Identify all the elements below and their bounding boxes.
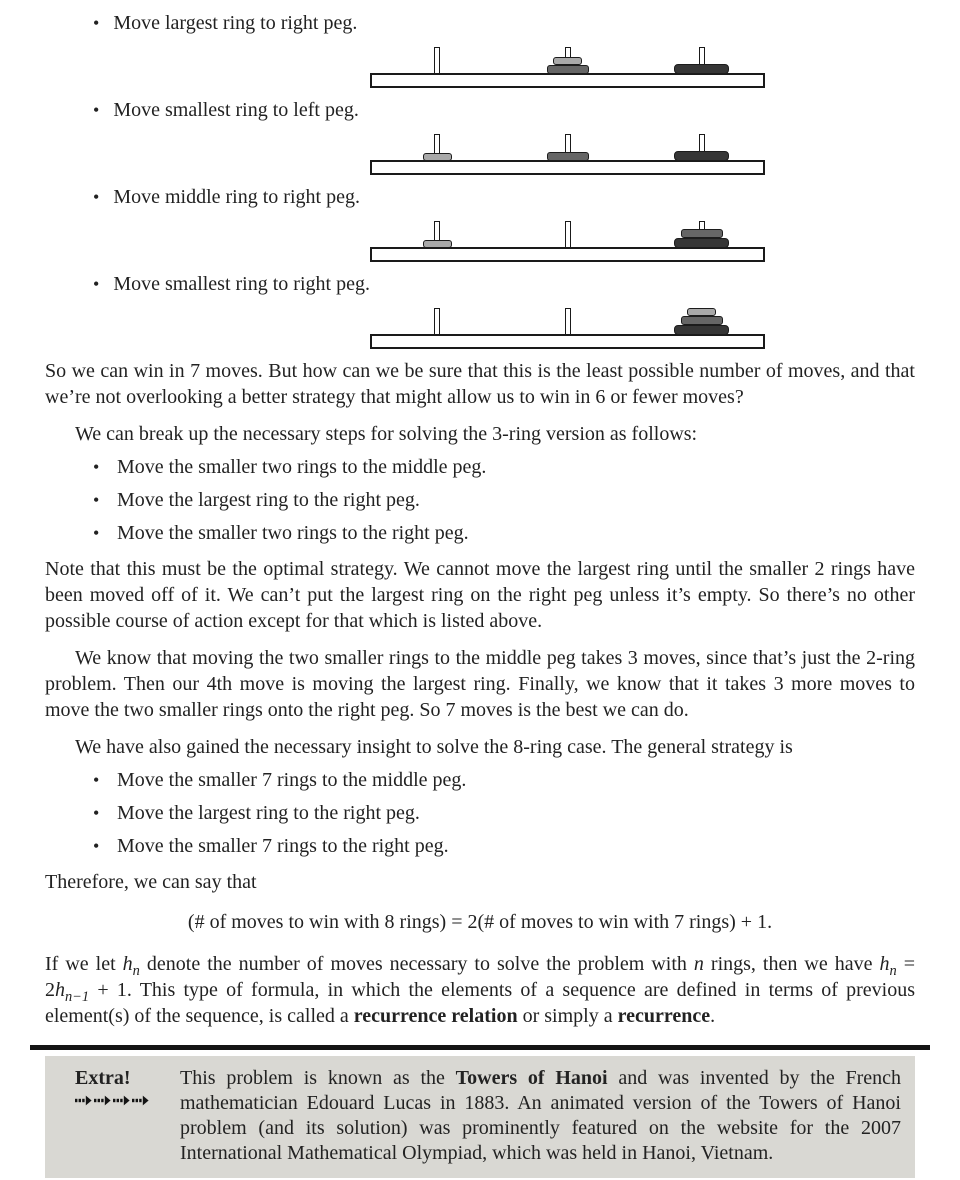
small-ring xyxy=(687,308,716,316)
base-board xyxy=(370,247,765,262)
left-peg-zone xyxy=(407,305,467,335)
left-peg-zone xyxy=(407,44,467,74)
hanoi-diagram xyxy=(370,215,765,262)
move-step-text: Move smallest ring to right peg. xyxy=(113,273,370,295)
text-segment: or simply a xyxy=(517,1005,618,1027)
middle-peg-zone xyxy=(538,218,598,248)
recurrence-equation: (# of moves to win with 8 rings) = 2(# of moves to win with 7 rings) + 1. xyxy=(187,911,773,933)
peg xyxy=(565,221,571,248)
ring-stack xyxy=(672,308,732,335)
small-ring xyxy=(423,240,452,248)
text-segment: denote the number of moves necessary to solve the problem with xyxy=(139,953,694,975)
diagram-wrap xyxy=(370,215,915,262)
paragraph-seven-moves: So we can win in 7 moves. But how can we be sure that this is the least possible number of moves, and that we’re not overlooking a better strategy that might allow us to win in 6 or fewer moves? xyxy=(45,360,915,408)
bullet-icon: • xyxy=(93,274,100,294)
move-step-text: Move smallest ring to left peg. xyxy=(113,99,359,121)
middle-peg-zone xyxy=(538,131,598,161)
diagram-wrap xyxy=(370,302,915,349)
right-peg-zone xyxy=(672,305,732,335)
move-step-caption xyxy=(45,97,915,123)
move-step-text: Move largest ring to right peg. xyxy=(113,12,358,34)
list-item: • Move the smaller 7 rings to the right peg. xyxy=(45,833,915,859)
ring-stack xyxy=(672,151,732,161)
list-item: • Move the largest ring to the right peg. xyxy=(45,800,915,826)
large-ring xyxy=(674,151,729,161)
large-ring xyxy=(674,64,729,74)
text-segment: h xyxy=(55,979,65,1001)
move-step-caption xyxy=(45,271,915,297)
peg xyxy=(565,308,571,335)
peg xyxy=(434,47,440,74)
ring-stack xyxy=(672,229,732,248)
paragraph-8ring-insight: We have also gained the necessary insight to solve the 8-ring case. The general strategy is xyxy=(75,736,793,758)
paragraph-optimal-strategy: Note that this must be the optimal strategy. We cannot move the largest ring until the smaller 2 rings have been moved off of it. We can’t put the largest ring on the right peg unless it’s empty. So there’s no other possible course of action except for that which is listed above. xyxy=(45,558,915,632)
medium-ring xyxy=(681,316,723,325)
hanoi-diagram xyxy=(370,128,765,175)
ring-stack xyxy=(538,152,598,161)
strategy-8ring-list xyxy=(45,767,915,859)
right-peg-zone xyxy=(672,44,732,74)
text-segment: recurrence relation xyxy=(353,1005,518,1027)
text-segment: n−1 xyxy=(65,989,90,1005)
extra-sidebar xyxy=(75,1066,180,1166)
small-ring xyxy=(553,57,582,65)
text-segment: If we let xyxy=(45,953,123,975)
extra-label: Extra! xyxy=(75,1067,131,1089)
text-segment: recurrence xyxy=(617,1005,711,1027)
text-segment: . xyxy=(710,1005,716,1027)
move-step xyxy=(45,271,915,349)
paragraph-therefore: Therefore, we can say that xyxy=(45,871,257,893)
triple-dash-arrows-icon xyxy=(75,1095,149,1106)
medium-ring xyxy=(547,65,589,74)
text-segment: h xyxy=(879,953,890,975)
list-item: • Move the largest ring to the right peg. xyxy=(45,487,915,513)
extra-box xyxy=(45,1056,915,1178)
medium-ring xyxy=(681,229,723,238)
diagram-wrap xyxy=(370,41,915,88)
extra-text xyxy=(180,1066,903,1166)
right-peg-zone xyxy=(672,131,732,161)
text-segment: n xyxy=(132,963,140,979)
text-segment: n xyxy=(693,953,704,975)
large-ring xyxy=(674,238,729,248)
move-step xyxy=(45,184,915,262)
right-peg-zone xyxy=(672,218,732,248)
text-segment: h xyxy=(122,953,133,975)
paragraph-recurrence-definition xyxy=(45,951,915,1029)
ring-stack xyxy=(538,57,598,74)
left-peg-zone xyxy=(407,218,467,248)
large-ring xyxy=(674,325,729,335)
middle-peg-zone xyxy=(538,305,598,335)
move-step-text: Move middle ring to right peg. xyxy=(113,186,360,208)
list-item: • Move the smaller 7 rings to the middle peg. xyxy=(45,767,915,793)
move-step xyxy=(45,10,915,88)
small-ring xyxy=(423,153,452,161)
move-step xyxy=(45,97,915,175)
ring-stack xyxy=(407,153,467,161)
middle-peg-zone xyxy=(538,44,598,74)
bullet-icon: • xyxy=(93,13,100,33)
list-item: • Move the smaller two rings to the middle peg. xyxy=(45,454,915,480)
hanoi-diagram xyxy=(370,302,765,349)
text-segment: + 1. This type of formula, in which the elements of a sequence are defined in terms of previous element(s) of the sequence, is called a xyxy=(45,979,915,1027)
ring-stack xyxy=(672,64,732,74)
paragraph-counting-moves: We know that moving the two smaller rings to the middle peg takes 3 moves, since that’s just the 2-ring problem. Then our 4th move is moving the largest ring. Finally, we know that it takes 3 more moves to move the two smaller rings onto the right peg. So 7 moves is the best we can do. xyxy=(45,647,915,721)
base-board xyxy=(370,334,765,349)
text-segment: Towers of Hanoi xyxy=(455,1067,608,1089)
ring-stack xyxy=(407,240,467,248)
text-segment: n xyxy=(889,963,897,979)
bullet-icon: • xyxy=(93,187,100,207)
bullet-icon: • xyxy=(93,100,100,120)
move-step-caption xyxy=(45,10,915,36)
peg xyxy=(434,308,440,335)
paragraph-break-up-steps: We can break up the necessary steps for solving the 3-ring version as follows: xyxy=(75,423,698,445)
diagram-wrap xyxy=(370,128,915,175)
text-segment: rings, then we have xyxy=(703,953,880,975)
list-item: • Move the smaller two rings to the right peg. xyxy=(45,520,915,546)
text-segment: This problem is known as the xyxy=(180,1067,456,1089)
section-divider-rule xyxy=(30,1045,930,1050)
hanoi-diagram xyxy=(370,41,765,88)
text-segment: and was invented by the French mathematician Edouard Lucas in 1883. An animated version of the Towers of Hanoi problem (and its solution) was prominently featured on the website for the 2007 International Mathematical Olympiad, which was held in Hanoi, Vietnam. xyxy=(180,1067,901,1164)
move-step-caption xyxy=(45,184,915,210)
base-board xyxy=(370,160,765,175)
left-peg-zone xyxy=(407,131,467,161)
strategy-3ring-list xyxy=(45,454,915,546)
base-board xyxy=(370,73,765,88)
medium-ring xyxy=(547,152,589,161)
text-segment: = 2 xyxy=(45,953,915,1001)
